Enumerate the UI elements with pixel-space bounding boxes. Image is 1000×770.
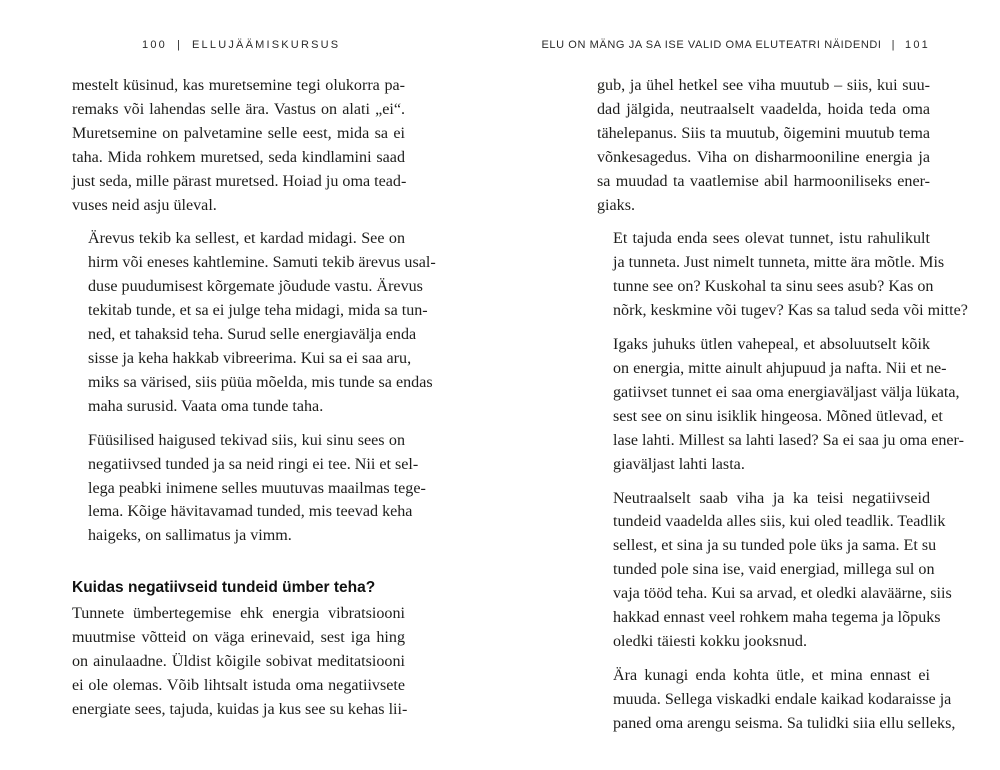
text-line: muutmise võtteid on väga erinevaid, sest iga hing	[72, 629, 405, 647]
paragraph	[72, 227, 436, 418]
text-line: paned oma arengu seisma. Sa tulidki siia ellu selleks,	[613, 714, 956, 732]
text-line: Muretsemine on palvetamine selle eest, mida sa ei	[72, 124, 405, 142]
text-line: gatiivset tunnet ei saa oma energiaväljast välja lükata,	[613, 383, 960, 401]
page-number-right: 101	[905, 39, 930, 51]
text-line: ei ole olemas. Võib lihtsalt istuda oma negatiivsete	[72, 676, 405, 694]
text-line: vaja tööd teha. Kui sa arvad, et oledki alaväärne, siis	[613, 585, 952, 603]
text-line: hakkad ennast veel rohkem maha tegema ja lõpuks	[613, 609, 941, 627]
left-page	[72, 0, 436, 770]
text-line: negatiivsed tunded ja sa neid ringi ei tee. Nii et sel-	[88, 455, 419, 473]
paragraph	[597, 664, 956, 736]
chapter-title: ELU ON MÄNG JA SA ISE VALID OMA ELUTEATRI NÄIDENDI	[541, 39, 882, 51]
text-line: miks sa värised, siis püüa mõelda, mis tunde sa endas	[88, 373, 433, 391]
text-line: Igaks juhuks ütlen vahepeal, et absoluutselt kõik	[613, 336, 930, 354]
text-line: duse puudumisest kõrgemate jõudude vastu. Ärevus	[88, 278, 423, 296]
text-line: remaks või lahendas selle ära. Vastus on alati „ei“.	[72, 100, 405, 118]
text-line: lase lahti. Millest sa lahti lased? Sa ei saa ju oma ener-	[613, 431, 964, 449]
paragraph	[597, 74, 930, 217]
text-line: haigeks, on sallimatus ja vimm.	[88, 527, 292, 545]
text-line: Tunnete ümbertegemise ehk energia vibratsiooni	[72, 605, 405, 623]
text-line: sisse ja keha hakkab vibreerima. Kui sa ei saa aru,	[88, 349, 412, 367]
paragraph	[72, 74, 405, 217]
text-line: sest see on sinu isiklik hingeosa. Mõned ütlevad, et	[613, 407, 943, 425]
paragraph	[597, 487, 952, 654]
left-body-text	[72, 74, 436, 732]
text-line: gub, ja ühel hetkel see viha muutub – siis, kui suu-	[597, 77, 930, 94]
text-line: tundeid vaadelda alles siis, kui oled teadlik. Teadlik	[613, 513, 946, 531]
text-line: hirm või eneses kahtlemine. Samuti tekib ärevus usal-	[88, 254, 436, 272]
running-head-right	[541, 39, 930, 51]
text-line: lega peabki inimene selles muutuvas maailmas tege-	[88, 479, 426, 497]
text-line: on energia, mitte ainult ahjupuud ja nafta. Nii et ne-	[613, 359, 947, 377]
text-line: vuses neid asju üleval.	[72, 196, 217, 214]
text-line: tunded pole sina ise, vaid energiad, millega sul on	[613, 561, 935, 579]
text-line: just seda, mille pärast muretsed. Hoiad ju oma tead-	[72, 172, 407, 190]
text-line: Neutraalselt saab viha ja ka teisi negatiivseid	[613, 489, 930, 507]
text-line: giaväljast lahti lasta.	[613, 455, 745, 473]
text-line: tekitab tunde, et sa ei julge teha midagi, mida sa tun-	[88, 302, 428, 320]
paragraph	[72, 602, 408, 722]
text-line: mestelt küsinud, kas muretsemine tegi olukorra pa-	[72, 77, 405, 94]
text-line: Ära kunagi enda kohta ütle, et mina ennast ei	[613, 666, 930, 684]
text-line: oledki täiesti kokku jooksnud.	[613, 632, 808, 650]
text-line: on ainulaadne. Üldist kõigile sobivat meditatsiooni	[72, 653, 405, 671]
paragraph	[72, 429, 426, 549]
text-line: maha surusid. Vaata oma tunde taha.	[88, 397, 324, 415]
right-page	[541, 0, 968, 770]
running-head-separator: |	[176, 39, 183, 51]
text-line: Ärevus tekib ka sellest, et kardad midagi. See on	[88, 230, 405, 248]
running-head-separator: |	[891, 39, 896, 51]
text-line: nõrk, keskmine või tugev? Kas sa talud seda või mitte?	[613, 302, 968, 320]
text-line: dad jälgida, neutraalselt vaadelda, hoida teda oma	[597, 100, 930, 118]
text-line: Et tajuda enda sees olevat tunnet, istu rahulikult	[613, 230, 930, 248]
text-line: tähelepanus. Siis ta muutub, õigemini muutub tema	[597, 124, 930, 142]
text-line: lema. Kõige hävitavamad tunded, mis teevad keha	[88, 503, 413, 521]
page-number-left: 100	[142, 39, 167, 51]
text-line: energiate sees, tajuda, kuidas ja kus see su kehas lii-	[72, 700, 408, 718]
text-line: sellest, et sina ja su tunded pole üks ja sama. Et su	[613, 537, 937, 555]
text-line: Füüsilised haigused tekivad siis, kui sinu sees on	[88, 431, 405, 449]
text-line: muuda. Sellega viskadki endale kaikad kodaraisse ja	[613, 690, 952, 708]
running-head-left	[142, 39, 340, 51]
paragraph	[597, 227, 968, 323]
right-body-text	[597, 74, 968, 746]
text-line: giaks.	[597, 196, 635, 214]
paragraph	[597, 333, 964, 476]
book-title: ELLUJÄÄMISKURSUS	[192, 39, 341, 51]
text-line: sa muudad ta vaatlemise abil harmooniliseks ener-	[597, 172, 930, 190]
text-line: taha. Mida rohkem muretsed, seda kindlamini saad	[72, 148, 405, 166]
section-heading: Kuidas negatiivseid tundeid ümber teha?	[72, 579, 376, 597]
text-line: ja tunneta. Just nimelt tunneta, mitte ära mõtle. Mis	[613, 254, 945, 272]
text-line: võnkesagedus. Viha on disharmooniline energia ja	[597, 148, 930, 166]
text-line: tunne see on? Kuskohal ta sinu sees asub? Kas on	[613, 278, 934, 296]
text-line: ned, et tahaksid teha. Surud selle energiavälja enda	[88, 326, 417, 344]
